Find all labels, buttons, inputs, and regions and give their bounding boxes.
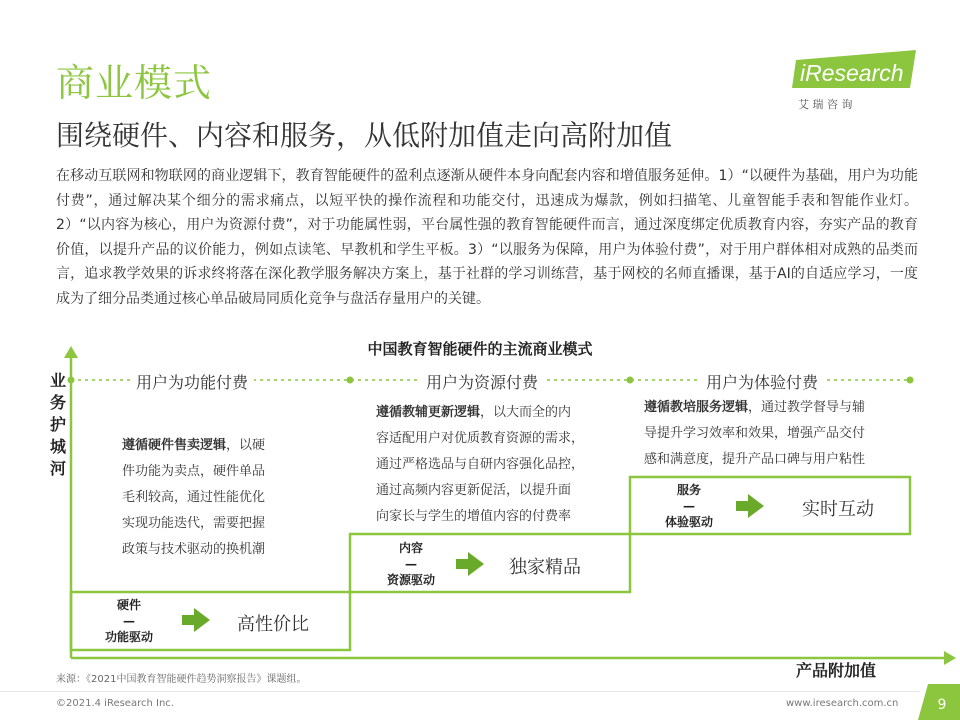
step-label-exclusive: 独家精品 <box>509 557 581 578</box>
arrow-icon-3 <box>736 494 764 518</box>
footer-copyright: ©2021.4 iResearch Inc. <box>56 698 174 709</box>
description-hardware: 遵循硬件售卖逻辑，以硬 件功能为卖点，硬件单品 毛利较高，通过性能优化 实现功能迭代，需要把握 政策与技术驱动的换机潮 <box>122 438 266 557</box>
logo-wordmark: iResearch <box>800 60 904 86</box>
x-axis-label: 产品附加值 <box>796 661 877 680</box>
step-label-value: 高性价比 <box>237 614 309 635</box>
page-number: 9 <box>937 697 947 713</box>
stage-dot-3 <box>627 377 634 384</box>
driver-content: 内容 — 资源驱动 <box>386 541 435 587</box>
arrow-icon-2 <box>456 552 484 576</box>
footer-divider <box>0 691 920 692</box>
logo-chinese: 艾 瑞 咨 询 <box>798 98 853 111</box>
stage-label-function: 用户为功能付费 <box>130 370 254 393</box>
step-label-realtime: 实时互动 <box>802 499 874 520</box>
description-content-bold: 遵循教辅更新逻辑 <box>376 405 481 420</box>
stage-label-resource: 用户为资源付费 <box>420 370 544 393</box>
driver-hardware: 硬件 — 功能驱动 <box>104 598 153 644</box>
source-note: 来源：《2021中国教育智能硬件趋势洞察报告》课题组。 <box>56 674 307 685</box>
page-title: 商业模式 <box>56 61 213 105</box>
page-subtitle: 围绕硬件、内容和服务，从低附加值走向高附加值 <box>56 119 673 152</box>
stage-label-experience: 用户为体验付费 <box>700 370 824 393</box>
intro-paragraph: 在移动互联网和物联网的商业逻辑下，教育智能硬件的盈利点逐渐从硬件本身向配套内容和增值服务延伸。1）“以硬件为基础，用户为功能付费”，通过解决某个细分的需求痛点，以短平快的操作流程和功能交付，迅速成为爆款，例如扫描笔、儿童智能手表和智能作业灯。2）“以内容为核心，用户为资源付费”，对于功能属性弱，平台属性强的教育智能硬件而言，通过深度绑定优质教育内容，夯实产品的教育价值，以提升产品的议价能力，例如点读笔、早教机和学生平板。3）“以服务为保障，用户为体验付费”，对于用户群体相对成熟的品类而言，追求教学效果的诉求终将落在深化教学服务解决方案上，基于社群的学习训练营，基于网校的名师直播课，基于AI的自适应学习，一度成为了细分品类通过核心单品破局同质化竞争与盘活存量用户的关键。 <box>56 168 918 307</box>
y-axis-label: 业务护城河 <box>49 371 66 478</box>
diagram-title: 中国教育智能硬件的主流商业模式 <box>367 340 593 358</box>
footer-website: www.iresearch.com.cn <box>786 698 899 709</box>
stage-dot-4 <box>907 377 914 384</box>
driver-service: 服务 — 体验驱动 <box>664 483 713 529</box>
description-content: 遵循教辅更新逻辑，以大而全的内 容适配用户对优质教育资源的需求， 通过严格选品与自研内容强化品控， 通过高频内容更新促活，以提升面 向家长与学生的增值内容的付费率 <box>376 405 585 524</box>
y-axis-arrowhead <box>64 346 78 358</box>
stage-dot-2 <box>347 377 354 384</box>
description-hardware-bold: 遵循硬件售卖逻辑 <box>122 438 227 453</box>
description-service: 遵循教培服务逻辑，通过教学督导与辅 导提升学习效率和效果，增强产品交付 感和满意度，提升产品口碑与用户粘性 <box>644 400 866 467</box>
x-axis-arrowhead <box>944 651 956 665</box>
arrow-icon-1 <box>182 608 210 632</box>
description-service-bold: 遵循教培服务逻辑 <box>644 400 749 415</box>
